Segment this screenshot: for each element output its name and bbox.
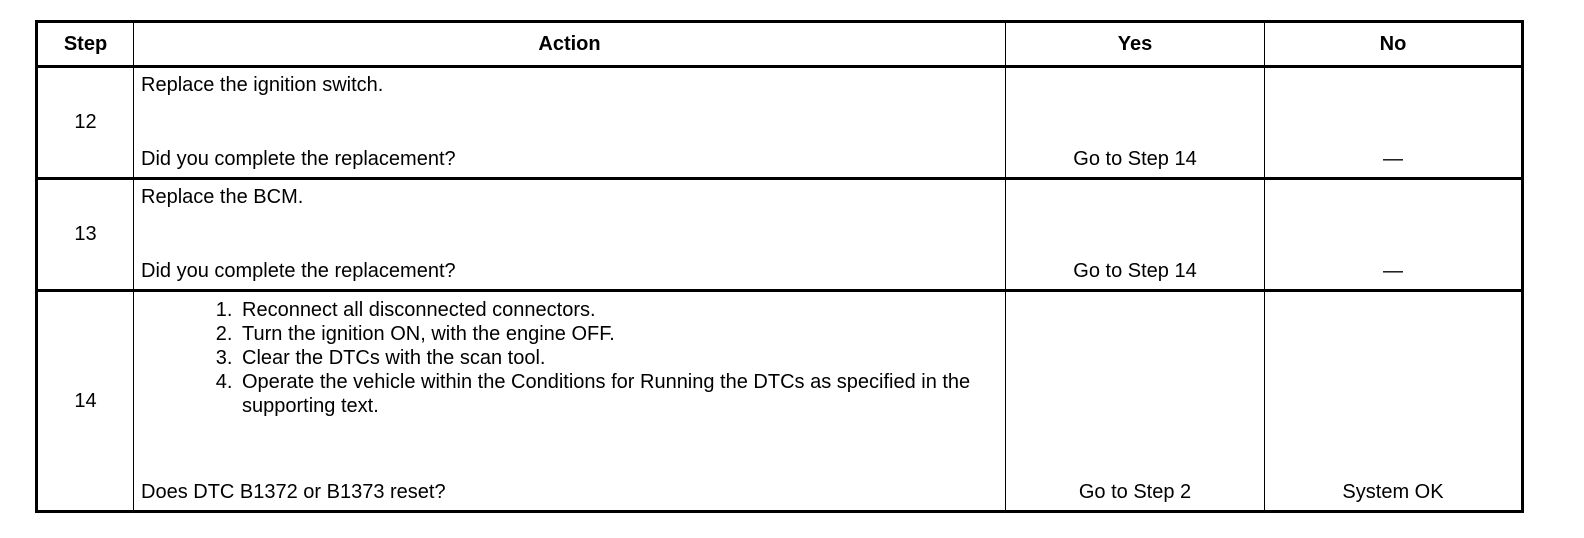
table-row	[37, 179, 1523, 291]
substep-list	[180, 298, 1038, 418]
table-row	[37, 67, 1523, 179]
action-cell	[134, 291, 1006, 512]
no-answer: —	[1383, 260, 1403, 282]
header-step: Step	[37, 22, 134, 67]
step-number: 12	[37, 67, 134, 179]
question-text: Did you complete the replacement?	[141, 148, 456, 170]
no-cell	[1265, 291, 1523, 512]
substep-item: 4. Operate the vehicle within the Conditions for Running the DTCs as specified in the supporting text.	[238, 370, 1038, 418]
no-answer: —	[1383, 148, 1403, 170]
yes-cell	[1006, 291, 1265, 512]
instruction-text: Replace the ignition switch.	[141, 74, 384, 96]
no-cell	[1265, 67, 1523, 179]
no-cell	[1265, 179, 1523, 291]
step-number: 13	[37, 179, 134, 291]
header-yes: Yes	[1006, 22, 1265, 67]
header-no: No	[1265, 22, 1523, 67]
step-number: 14	[37, 291, 134, 512]
yes-cell	[1006, 67, 1265, 179]
substep-item: 3. Clear the DTCs with the scan tool.	[238, 346, 1038, 370]
yes-answer: Go to Step 2	[1078, 481, 1192, 503]
table-row	[37, 291, 1523, 512]
action-cell	[134, 67, 1006, 179]
diagnostic-table	[35, 20, 1524, 513]
question-text: Did you complete the replacement?	[141, 260, 456, 282]
substep-item: 1. Reconnect all disconnected connectors.	[238, 298, 1038, 322]
header-action: Action	[134, 22, 1006, 67]
header-row	[37, 22, 1523, 67]
instruction-text: Replace the BCM.	[141, 186, 304, 208]
substep-item: 2. Turn the ignition ON, with the engine OFF.	[238, 322, 1038, 346]
action-cell	[134, 179, 1006, 291]
yes-cell	[1006, 179, 1265, 291]
yes-answer: Go to Step 14	[1073, 148, 1197, 170]
no-answer: System OK	[1342, 481, 1444, 503]
yes-answer: Go to Step 14	[1073, 260, 1197, 282]
question-text: Does DTC B1372 or B1373 reset?	[141, 481, 446, 503]
